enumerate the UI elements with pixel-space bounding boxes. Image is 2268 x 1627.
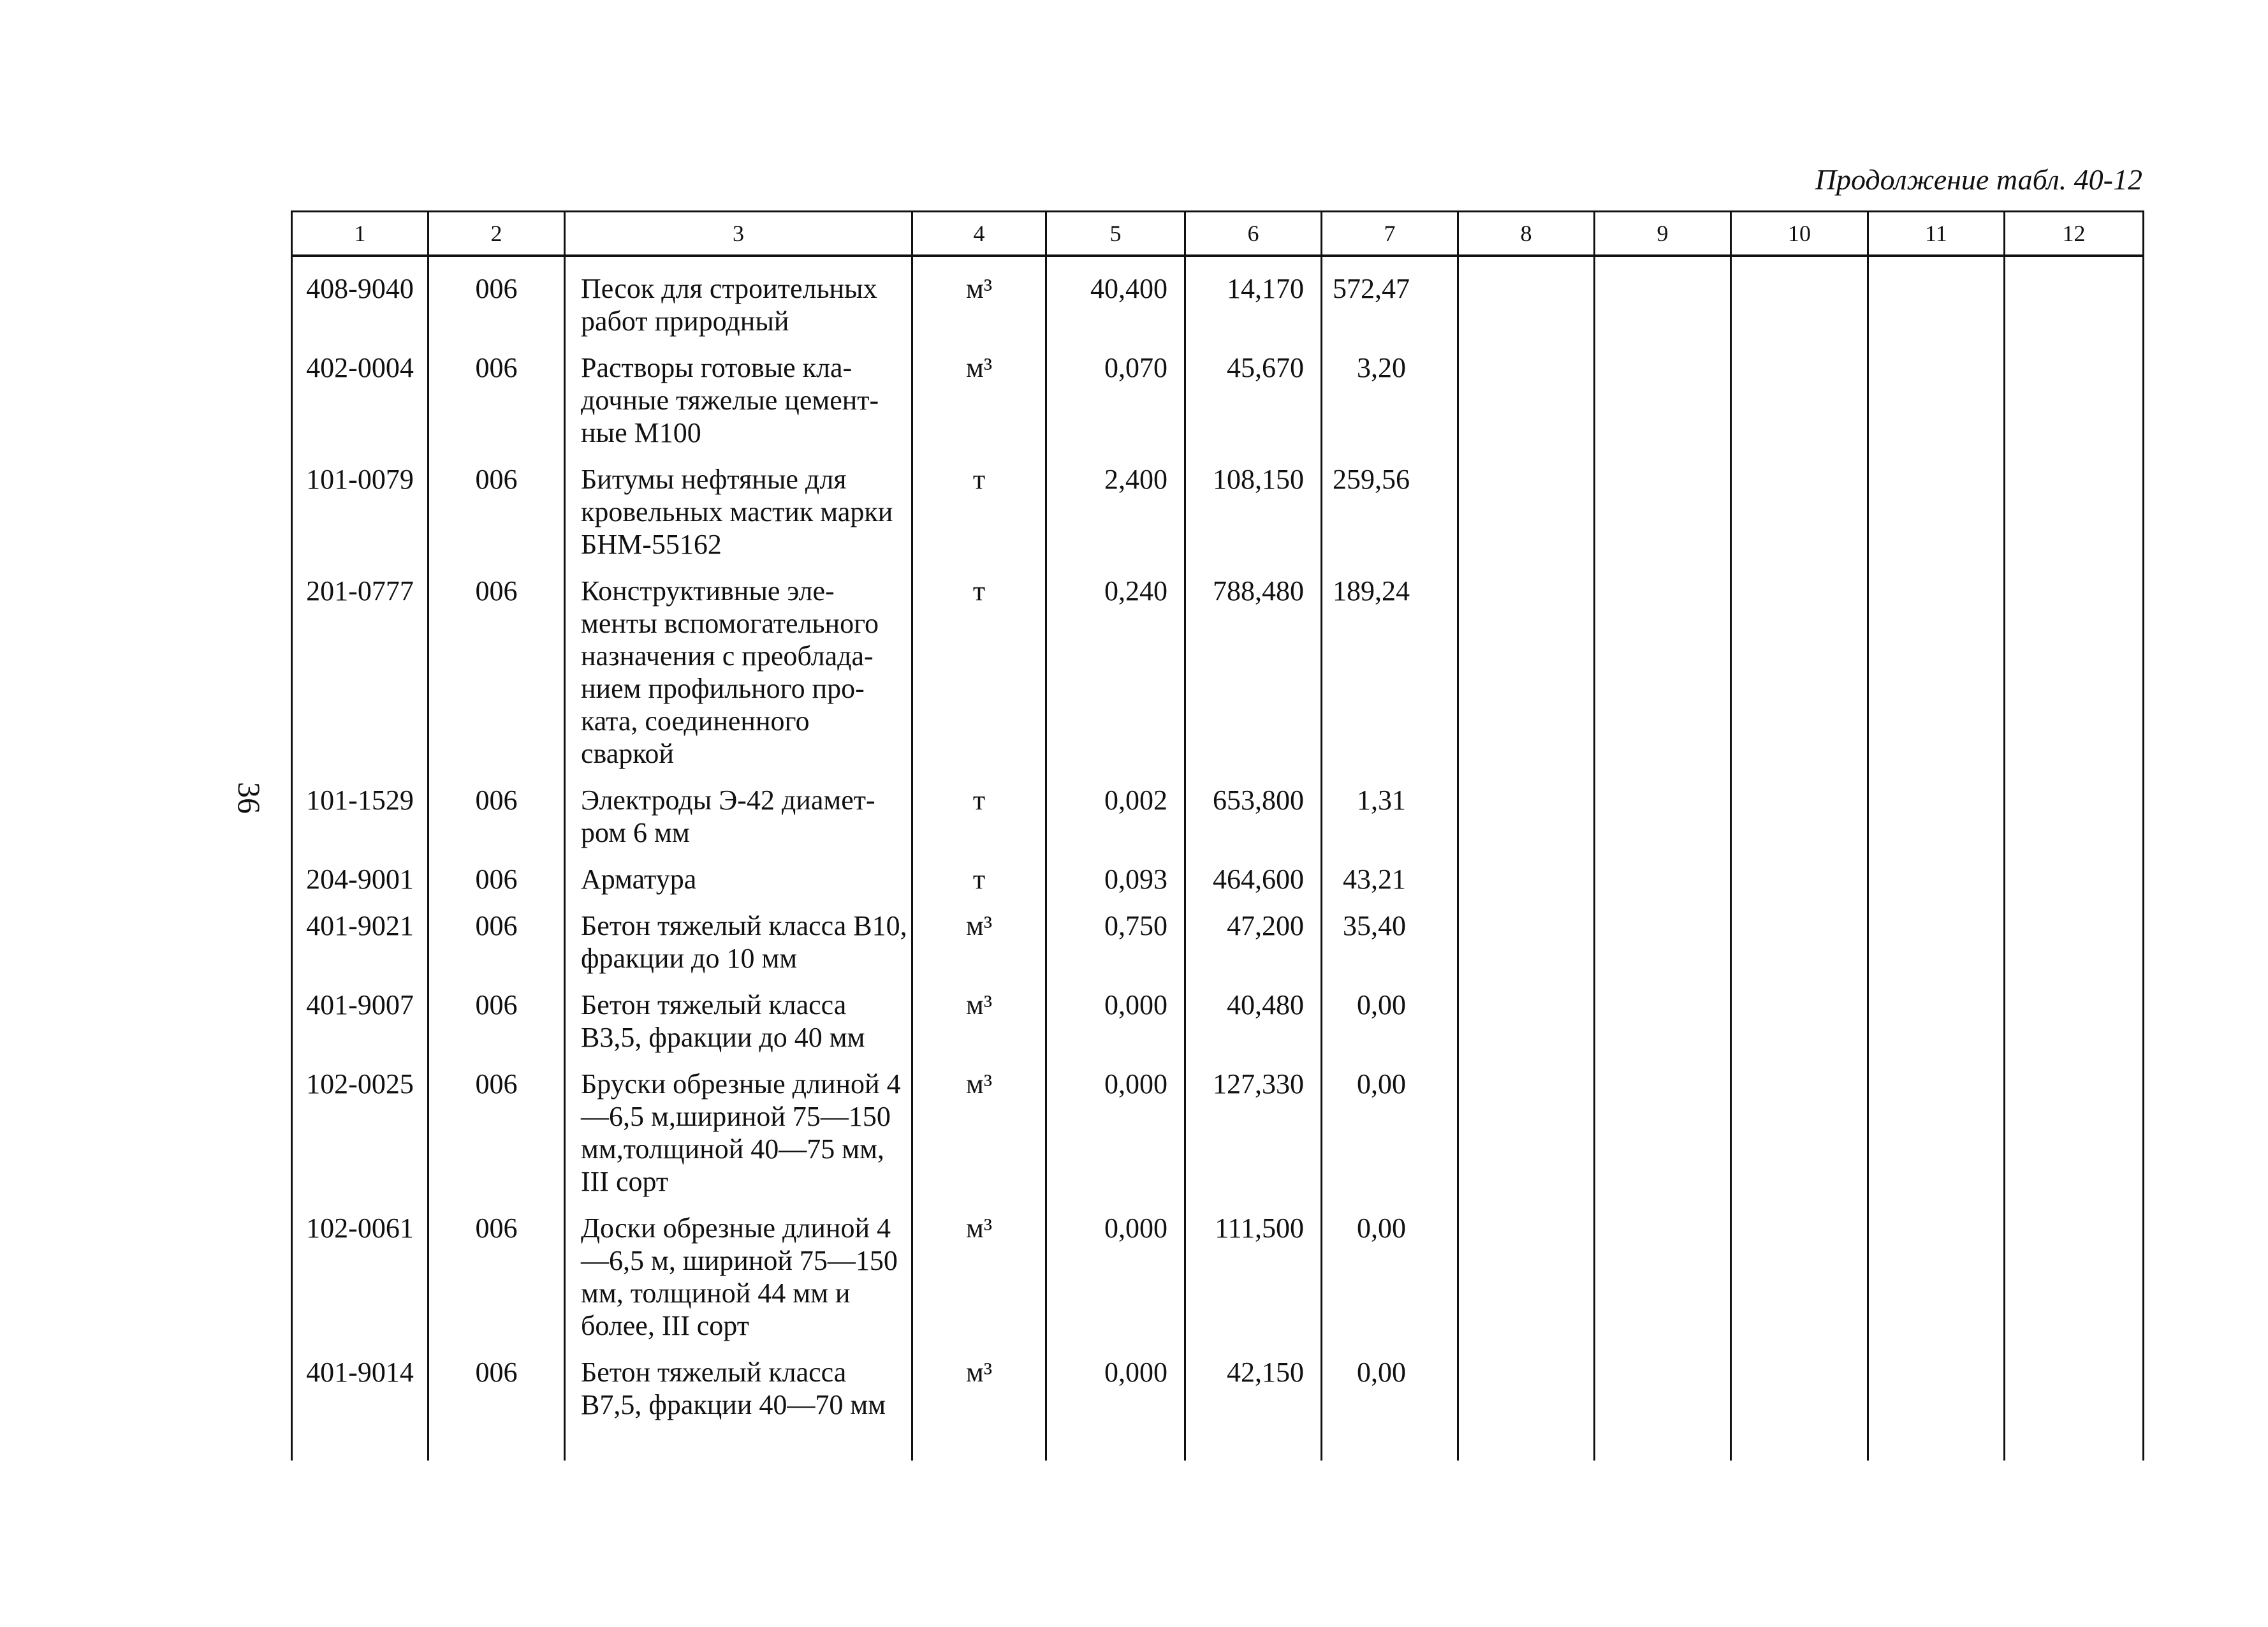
empty-cell: [1595, 849, 1731, 895]
column-header-5: 5: [1046, 212, 1185, 256]
total-cell: 0,00: [1322, 1054, 1458, 1198]
unit-cell: м³: [912, 337, 1046, 449]
empty-cell: [2005, 895, 2144, 975]
price-cell: 40,480: [1185, 975, 1322, 1054]
code-cell: 408-9040: [292, 256, 428, 337]
empty-cell: [1458, 770, 1595, 849]
empty-cell: [1595, 1054, 1731, 1198]
price-cell: 47,200: [1185, 895, 1322, 975]
price-cell: 42,150: [1185, 1342, 1322, 1421]
continuation-cell: [565, 1421, 912, 1461]
empty-cell: [1868, 849, 2005, 895]
page-number: 36: [231, 782, 267, 814]
continuation-cell: [1595, 1421, 1731, 1461]
total-cell: 259,56: [1322, 449, 1458, 561]
subcode-cell: 006: [428, 256, 565, 337]
code-cell: 402-0004: [292, 337, 428, 449]
empty-cell: [2005, 975, 2144, 1054]
total-cell: 43,21: [1322, 849, 1458, 895]
table-row: [292, 1054, 2144, 1198]
column-header-2: 2: [428, 212, 565, 256]
empty-cell: [1595, 256, 1731, 337]
name-cell: Электроды Э-42 диамет-ром 6 мм: [565, 770, 912, 849]
column-header-1: 1: [292, 212, 428, 256]
unit-cell: т: [912, 561, 1046, 770]
empty-cell: [1731, 1054, 1868, 1198]
code-cell: 401-9007: [292, 975, 428, 1054]
table-row: [292, 561, 2144, 770]
unit-cell: м³: [912, 895, 1046, 975]
empty-cell: [1731, 849, 1868, 895]
quantity-cell: 0,000: [1046, 1198, 1185, 1342]
price-cell: 464,600: [1185, 849, 1322, 895]
empty-cell: [1731, 337, 1868, 449]
empty-cell: [1731, 770, 1868, 849]
quantity-cell: 2,400: [1046, 449, 1185, 561]
total-cell: 0,00: [1322, 1198, 1458, 1342]
empty-cell: [1868, 975, 2005, 1054]
empty-cell: [1731, 975, 1868, 1054]
column-header-4: 4: [912, 212, 1046, 256]
code-cell: 101-1529: [292, 770, 428, 849]
unit-cell: м³: [912, 1342, 1046, 1421]
unit-cell: т: [912, 770, 1046, 849]
empty-cell: [1731, 256, 1868, 337]
empty-cell: [1731, 449, 1868, 561]
column-header-9: 9: [1595, 212, 1731, 256]
quantity-cell: 0,000: [1046, 975, 1185, 1054]
quantity-cell: 0,000: [1046, 1054, 1185, 1198]
empty-cell: [1458, 1342, 1595, 1421]
total-cell: 1,31: [1322, 770, 1458, 849]
empty-cell: [1731, 561, 1868, 770]
empty-cell: [1458, 561, 1595, 770]
empty-cell: [2005, 1054, 2144, 1198]
price-cell: 14,170: [1185, 256, 1322, 337]
empty-cell: [1595, 1342, 1731, 1421]
continuation-cell: [2005, 1421, 2144, 1461]
unit-cell: т: [912, 849, 1046, 895]
table-row: [292, 337, 2144, 449]
table-row: [292, 770, 2144, 849]
name-cell: Растворы готовые кла-дочные тяжелые цемент-ные М100: [565, 337, 912, 449]
continuation-cell: [1185, 1421, 1322, 1461]
table-caption: Продолжение табл. 40-12: [1815, 163, 2142, 196]
empty-cell: [1868, 561, 2005, 770]
empty-cell: [1458, 256, 1595, 337]
total-cell: 0,00: [1322, 975, 1458, 1054]
empty-cell: [1868, 256, 2005, 337]
subcode-cell: 006: [428, 1054, 565, 1198]
empty-cell: [2005, 449, 2144, 561]
column-header-6: 6: [1185, 212, 1322, 256]
name-cell: Битумы нефтяные для кровельных мастик марки БНМ-55162: [565, 449, 912, 561]
table-row: [292, 849, 2144, 895]
empty-cell: [1868, 1198, 2005, 1342]
total-cell: 3,20: [1322, 337, 1458, 449]
table-row: [292, 256, 2144, 337]
empty-cell: [2005, 337, 2144, 449]
code-cell: 204-9001: [292, 849, 428, 895]
empty-cell: [1868, 337, 2005, 449]
empty-cell: [1868, 1054, 2005, 1198]
total-cell: 189,24: [1322, 561, 1458, 770]
quantity-cell: 0,750: [1046, 895, 1185, 975]
table-row: [292, 1342, 2144, 1421]
empty-cell: [1458, 1054, 1595, 1198]
empty-cell: [1458, 337, 1595, 449]
unit-cell: м³: [912, 975, 1046, 1054]
table-row: [292, 975, 2144, 1054]
column-header-7: 7: [1322, 212, 1458, 256]
price-cell: 108,150: [1185, 449, 1322, 561]
table-continuation: [292, 1421, 2144, 1461]
empty-cell: [1595, 561, 1731, 770]
continuation-cell: [1322, 1421, 1458, 1461]
total-cell: 35,40: [1322, 895, 1458, 975]
materials-table: [291, 210, 2144, 1461]
column-header-11: 11: [1868, 212, 2005, 256]
empty-cell: [1458, 1198, 1595, 1342]
code-cell: 101-0079: [292, 449, 428, 561]
empty-cell: [1458, 975, 1595, 1054]
name-cell: Бруски обрезные длиной 4—6,5 м,шириной 75—150 мм,толщиной 40—75 мм, III сорт: [565, 1054, 912, 1198]
empty-cell: [1595, 770, 1731, 849]
price-cell: 127,330: [1185, 1054, 1322, 1198]
table-row: [292, 449, 2144, 561]
empty-cell: [1458, 895, 1595, 975]
code-cell: 401-9014: [292, 1342, 428, 1421]
empty-cell: [2005, 849, 2144, 895]
continuation-cell: [1458, 1421, 1595, 1461]
name-cell: Доски обрезные длиной 4—6,5 м, шириной 75—150 мм, толщиной 44 мм и более, III сорт: [565, 1198, 912, 1342]
column-header-12: 12: [2005, 212, 2144, 256]
continuation-cell: [1868, 1421, 2005, 1461]
empty-cell: [1731, 1342, 1868, 1421]
subcode-cell: 006: [428, 1342, 565, 1421]
name-cell: Бетон тяжелый класса В7,5, фракции 40—70 мм: [565, 1342, 912, 1421]
table-row: [292, 895, 2144, 975]
subcode-cell: 006: [428, 975, 565, 1054]
subcode-cell: 006: [428, 561, 565, 770]
subcode-cell: 006: [428, 895, 565, 975]
name-cell: Арматура: [565, 849, 912, 895]
empty-cell: [1868, 895, 2005, 975]
name-cell: Бетон тяжелый класса В3,5, фракции до 40 мм: [565, 975, 912, 1054]
continuation-cell: [1731, 1421, 1868, 1461]
price-cell: 45,670: [1185, 337, 1322, 449]
code-cell: 102-0061: [292, 1198, 428, 1342]
continuation-cell: [292, 1421, 428, 1461]
code-cell: 102-0025: [292, 1054, 428, 1198]
code-cell: 401-9021: [292, 895, 428, 975]
empty-cell: [1595, 449, 1731, 561]
empty-cell: [1595, 1198, 1731, 1342]
empty-cell: [1458, 449, 1595, 561]
empty-cell: [1731, 895, 1868, 975]
empty-cell: [1868, 770, 2005, 849]
column-header-10: 10: [1731, 212, 1868, 256]
price-cell: 111,500: [1185, 1198, 1322, 1342]
continuation-cell: [912, 1421, 1046, 1461]
empty-cell: [2005, 770, 2144, 849]
unit-cell: м³: [912, 1054, 1046, 1198]
column-header-8: 8: [1458, 212, 1595, 256]
subcode-cell: 006: [428, 770, 565, 849]
subcode-cell: 006: [428, 449, 565, 561]
unit-cell: т: [912, 449, 1046, 561]
name-cell: Песок для строительных работ природный: [565, 256, 912, 337]
name-cell: Конструктивные эле-менты вспомогательного назначения с преоблада-нием профильного про-ката, соединенного сваркой: [565, 561, 912, 770]
table-body: [292, 256, 2144, 1461]
unit-cell: м³: [912, 1198, 1046, 1342]
quantity-cell: 0,070: [1046, 337, 1185, 449]
empty-cell: [1868, 1342, 2005, 1421]
empty-cell: [1595, 895, 1731, 975]
total-cell: 0,00: [1322, 1342, 1458, 1421]
empty-cell: [2005, 561, 2144, 770]
header-row: [292, 212, 2144, 256]
unit-cell: м³: [912, 256, 1046, 337]
quantity-cell: 0,240: [1046, 561, 1185, 770]
quantity-cell: 0,002: [1046, 770, 1185, 849]
column-header-3: 3: [565, 212, 912, 256]
price-cell: 653,800: [1185, 770, 1322, 849]
empty-cell: [1731, 1198, 1868, 1342]
price-cell: 788,480: [1185, 561, 1322, 770]
subcode-cell: 006: [428, 337, 565, 449]
empty-cell: [1458, 849, 1595, 895]
continuation-cell: [1046, 1421, 1185, 1461]
empty-cell: [2005, 256, 2144, 337]
empty-cell: [2005, 1342, 2144, 1421]
empty-cell: [1595, 337, 1731, 449]
total-cell: 572,47: [1322, 256, 1458, 337]
empty-cell: [1868, 449, 2005, 561]
empty-cell: [2005, 1198, 2144, 1342]
name-cell: Бетон тяжелый класса В10, фракции до 10 мм: [565, 895, 912, 975]
empty-cell: [1595, 975, 1731, 1054]
code-cell: 201-0777: [292, 561, 428, 770]
quantity-cell: 0,093: [1046, 849, 1185, 895]
quantity-cell: 0,000: [1046, 1342, 1185, 1421]
subcode-cell: 006: [428, 849, 565, 895]
subcode-cell: 006: [428, 1198, 565, 1342]
table-row: [292, 1198, 2144, 1342]
quantity-cell: 40,400: [1046, 256, 1185, 337]
continuation-cell: [428, 1421, 565, 1461]
